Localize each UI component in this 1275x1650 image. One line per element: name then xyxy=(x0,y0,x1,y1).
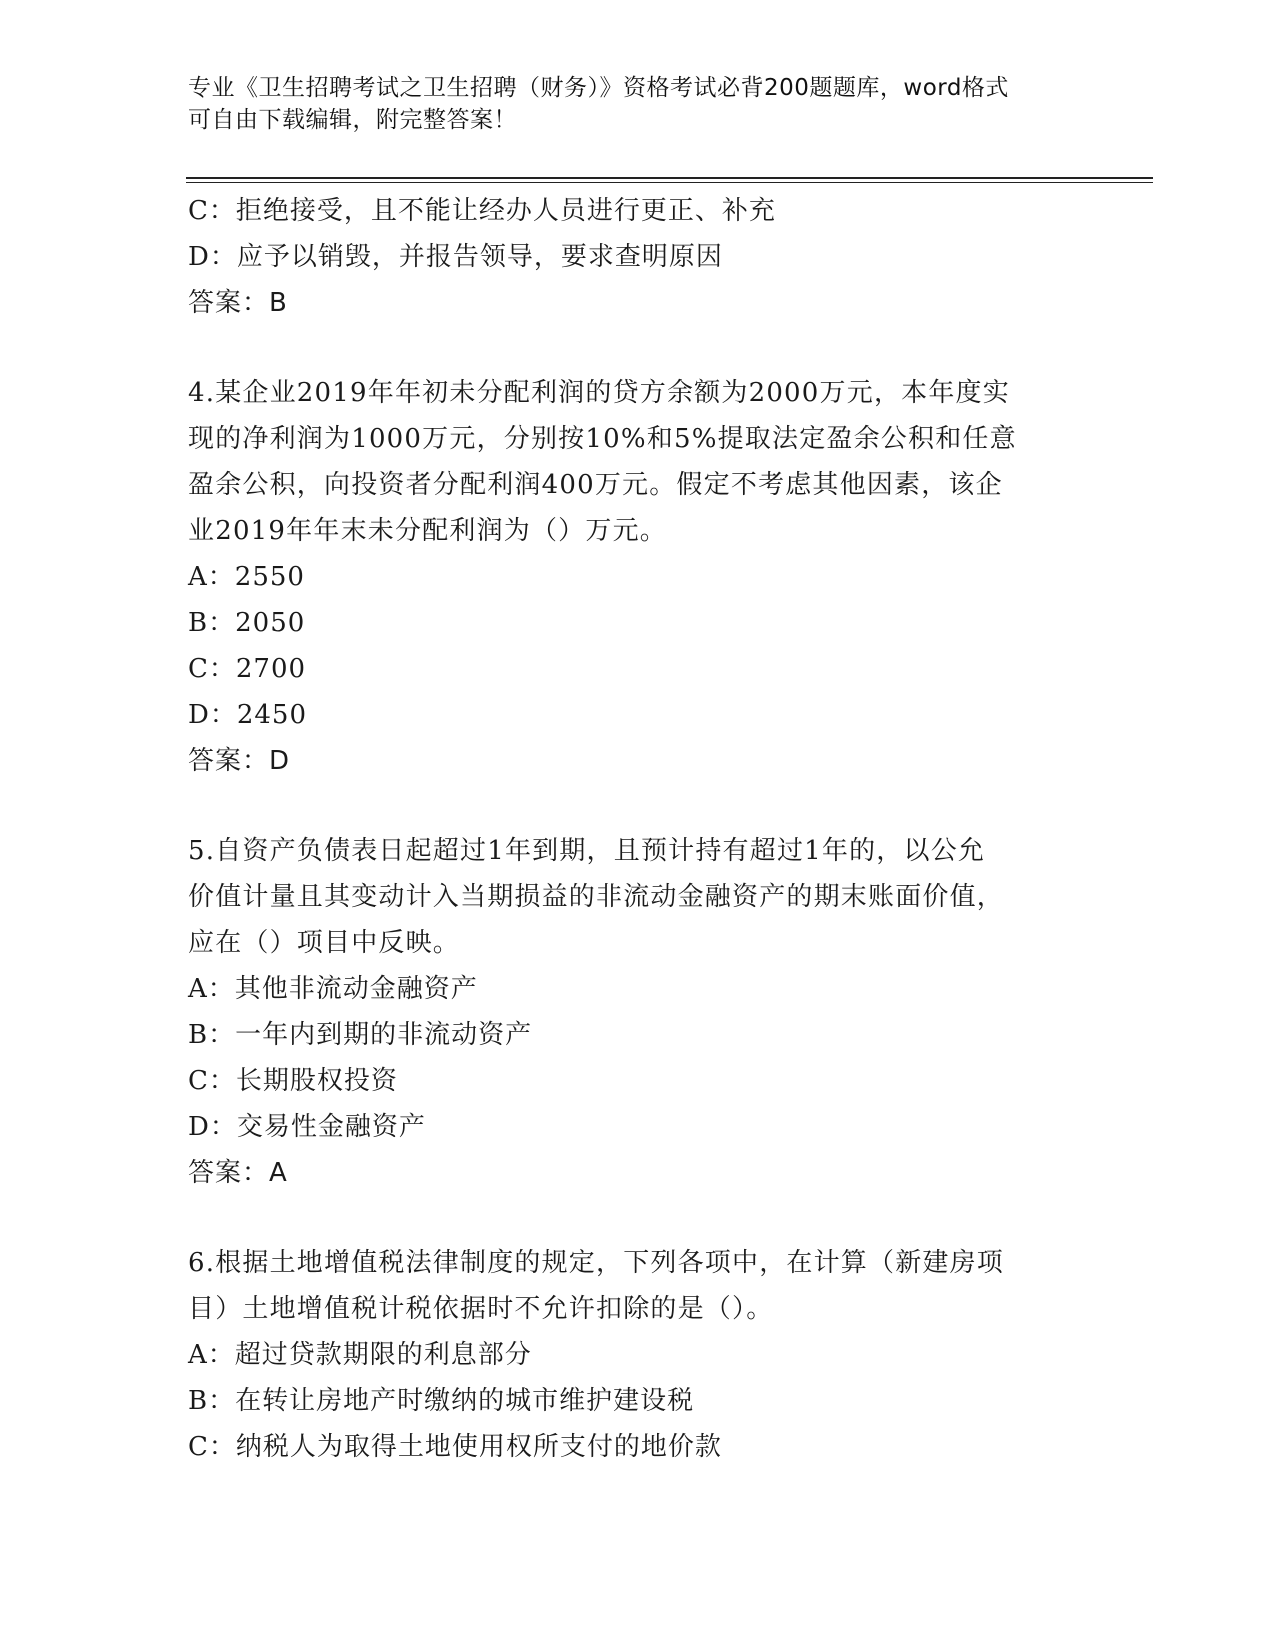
q4-option-d: D：2450 xyxy=(188,700,308,730)
q6-stem-line-2: 目）土地增值税计税依据时不允许扣除的是（）。 xyxy=(188,1294,774,1324)
question-list xyxy=(188,188,1088,1470)
spacer xyxy=(188,326,1088,370)
question-3-tail xyxy=(188,188,1088,326)
q5-option-d: D：交易性金融资产 xyxy=(188,1112,426,1142)
q5-option-b: B：一年内到期的非流动资产 xyxy=(188,1020,533,1050)
q5-stem-line-3: 应在（）项目中反映。 xyxy=(188,928,461,958)
question-5 xyxy=(188,828,1088,1196)
header-title-line-2: 可自由下载编辑，附完整答案！ xyxy=(188,107,517,133)
q3-option-d: D：应予以销毁，并报告领导，要求查明原因 xyxy=(188,242,723,272)
q6-option-b: B：在转让房地产时缴纳的城市维护建设税 xyxy=(188,1386,695,1416)
spacer xyxy=(188,784,1088,828)
header-title-line-1: 专业《卫生招聘考试之卫生招聘（财务）》资格考试必背200题题库，word格式 xyxy=(188,75,1009,101)
q4-option-a: A：2550 xyxy=(188,562,305,592)
q5-answer: 答案：A xyxy=(188,1158,288,1188)
q6-option-c: C：纳税人为取得土地使用权所支付的地价款 xyxy=(188,1432,722,1462)
q6-stem-line-1: 6.根据土地增值税法律制度的规定，下列各项中，在计算（新建房项 xyxy=(188,1248,1005,1278)
q4-option-c: C：2700 xyxy=(188,654,307,684)
q5-option-c: C：长期股权投资 xyxy=(188,1066,398,1096)
question-4 xyxy=(188,370,1088,784)
q3-option-c: C：拒绝接受，且不能让经办人员进行更正、补充 xyxy=(188,196,776,226)
q4-stem-line-1: 4.某企业2019年年初未分配利润的贷方余额为2000万元，本年度实 xyxy=(188,378,1010,408)
q4-stem-line-3: 盈余公积，向投资者分配利润400万元。假定不考虑其他因素，该企 xyxy=(188,470,1003,500)
q3-answer: 答案：B xyxy=(188,288,288,318)
q4-stem-line-4: 业2019年年末未分配利润为（）万元。 xyxy=(188,516,667,546)
q5-option-a: A：其他非流动金融资产 xyxy=(188,974,478,1004)
header-rule-thin xyxy=(186,182,1153,183)
spacer xyxy=(188,1196,1088,1240)
q5-stem-line-1: 5.自资产负债表日起超过1年到期，且预计持有超过1年的，以公允 xyxy=(188,836,986,866)
q6-option-a: A：超过贷款期限的利息部分 xyxy=(188,1340,532,1370)
question-6 xyxy=(188,1240,1088,1470)
q4-option-b: B：2050 xyxy=(188,608,306,638)
header-rule-thick xyxy=(186,177,1153,179)
document-header xyxy=(188,72,1088,136)
q4-answer: 答案：D xyxy=(188,746,291,776)
q4-stem-line-2: 现的净利润为1000万元，分别按10%和5%提取法定盈余公积和任意 xyxy=(188,424,1017,454)
q5-stem-line-2: 价值计量且其变动计入当期损益的非流动金融资产的期末账面价值， xyxy=(188,882,1005,912)
